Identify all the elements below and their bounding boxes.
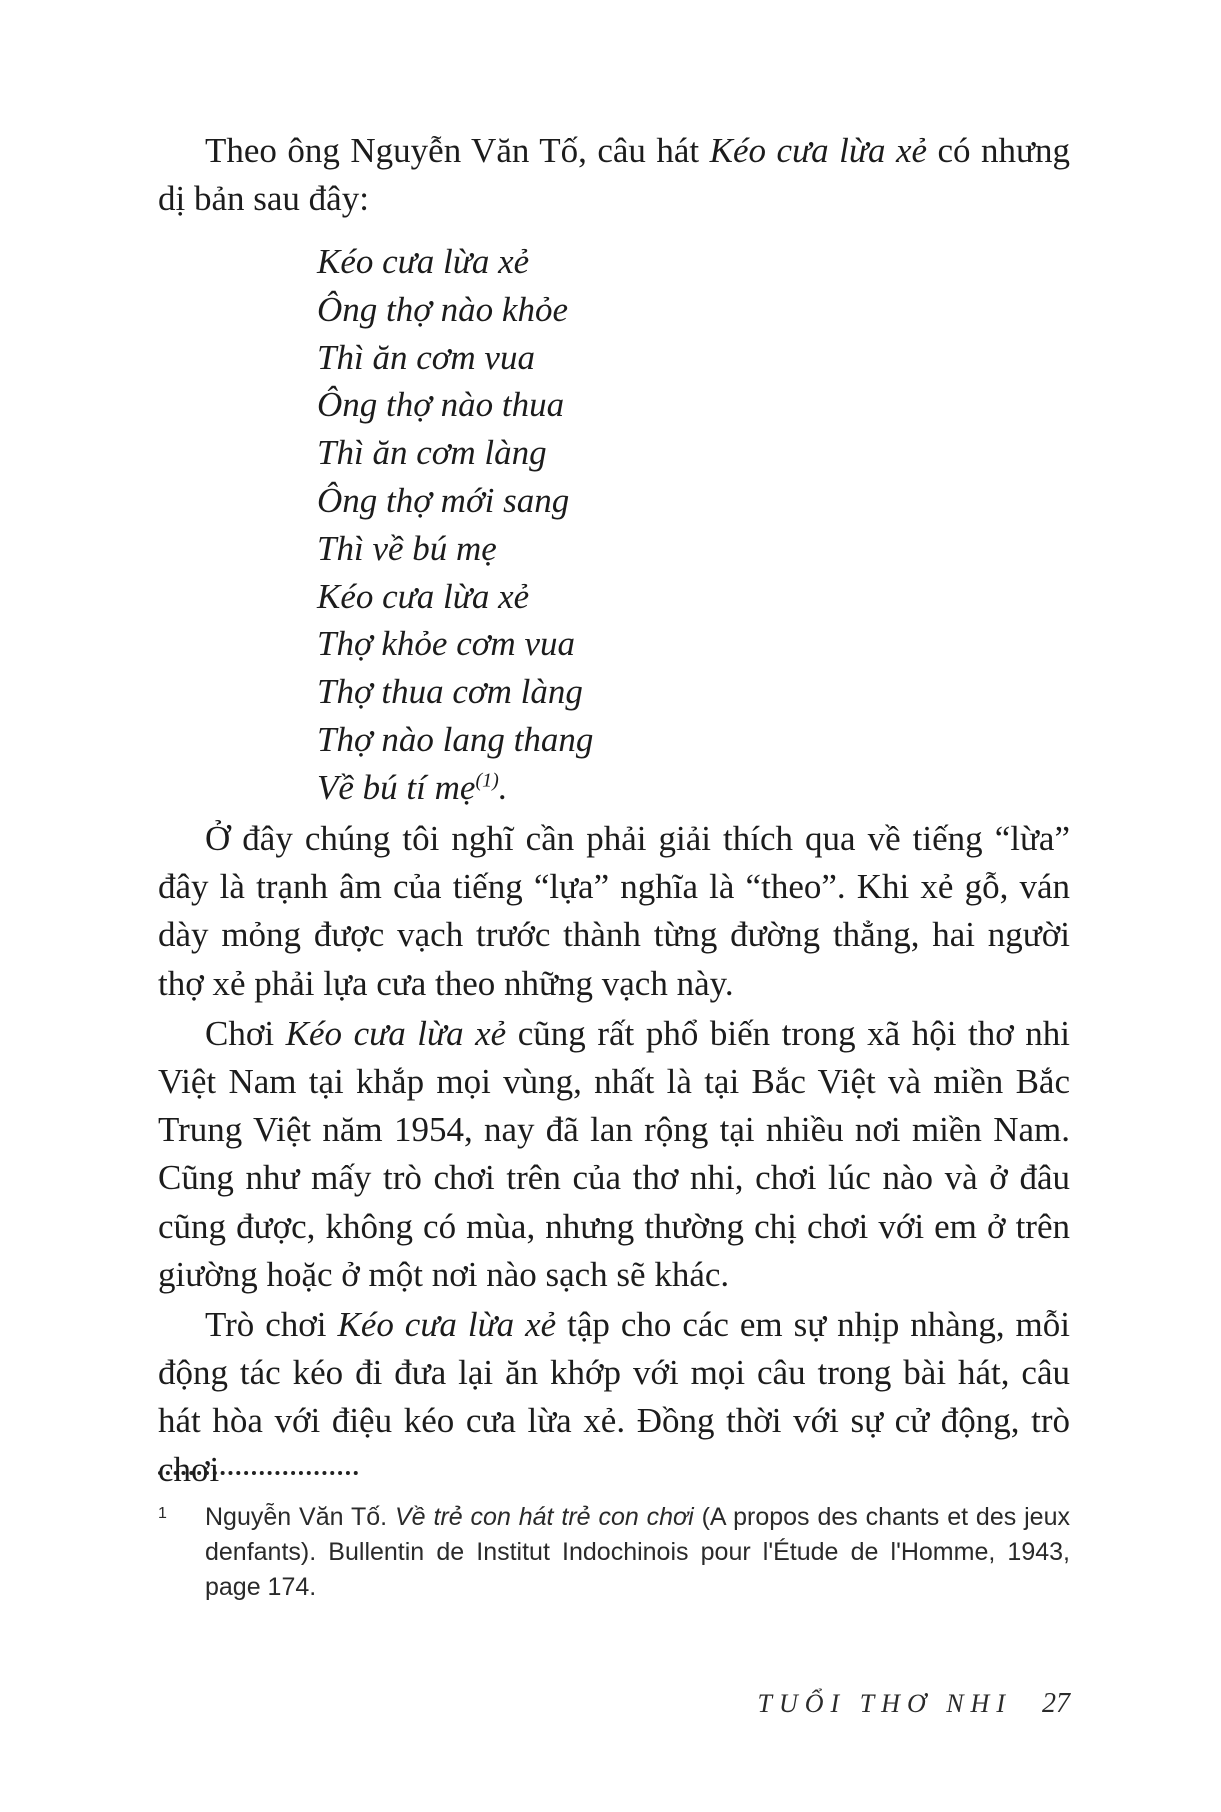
intro-tail: có nhưng dị bản sau đây: [158, 131, 1070, 219]
verse-line: Thợ nào lang thang [317, 719, 594, 759]
body-text [158, 815, 1070, 1494]
verse-line: Thì ăn cơm làng [317, 433, 547, 473]
verse-line: Thợ thua cơm làng [317, 672, 583, 712]
verse-line: Ông thợ nào khỏe [317, 289, 568, 329]
intro-lead: Theo ông Nguyễn Văn Tố, câu hát [205, 131, 710, 170]
paragraph-2-tail: cũng rất phổ biến trong xã hội thơ nhi Việt Nam tại khắp mọi vùng, nhất là tại Bắc Việt và miền Bắc Trung Việt năm 1954, nay đã lan rộng tại nhiều nơi miền Nam. Cũng như mấy trò chơi trên của thơ nhi, chơi lúc nào và ở đâu cũng được, không có mùa, nhưng thường chị chơi với em ở trên giường hoặc ở một nơi nào sạch sẽ khác. [158, 1013, 1071, 1294]
verse-line: Kéo cưa lừa xẻ [317, 242, 530, 281]
verse-line: Ông thợ nào thua [317, 385, 565, 425]
paragraph-1: Ở đây chúng tôi nghĩ cần phải giải thích qua về tiếng “lừa” đây là trạnh âm của tiếng “lựa” nghĩa là “theo”. Khi xẻ gỗ, ván dày mỏng được vạch trước thành từng đường thẳng, hai người thợ xẻ phải lựa cưa theo những vạch này. [158, 819, 1070, 1003]
paragraph-3 [158, 1301, 1070, 1494]
footnote-number: 1 [158, 1505, 167, 1522]
paragraph-2-lead: Chơi [205, 1013, 286, 1053]
running-footer [758, 1688, 1070, 1720]
paragraph-2-song-title: Kéo cưa lừa xẻ [285, 1013, 507, 1053]
verse-line: Ông thợ mới sang [317, 480, 570, 520]
page-number: 27 [1042, 1688, 1070, 1719]
intro-song-title: Kéo cưa lừa xẻ [709, 131, 928, 170]
verse-line: Kéo cưa lừa xẻ [317, 576, 530, 616]
verse-line: Về bú tí mẹ [317, 767, 476, 807]
song-verse [317, 238, 593, 812]
footnote-reference: (1) [475, 769, 499, 792]
verse-end-punct: . [498, 767, 508, 807]
paragraph-3-lead: Trò chơi [205, 1305, 338, 1345]
footnote-work-title: Về trẻ con hát trẻ con chơi [395, 1503, 694, 1531]
footnote-separator [158, 1471, 358, 1475]
paragraph-3-tail: tập cho các em sự nhịp nhàng, mỗi động tác kéo đi đưa lại ăn khớp với mọi câu trong bài hát, câu hát hòa với điệu kéo cưa lừa xẻ. Đồng thời với sự cử động, trò chơi [158, 1305, 1070, 1489]
intro-paragraph [158, 127, 1070, 223]
paragraph-2 [158, 1010, 1070, 1299]
footnote-author: Nguyễn Văn Tố. [205, 1503, 395, 1531]
verse-line-last [317, 764, 593, 812]
verse-line: Thì về bú mẹ [317, 528, 497, 568]
footnote-rest: (A propos des chants et des jeux denfants). Bullentin de Institut Indochinois pour l'Étude de l'Homme, 1943, page 174. [205, 1503, 1070, 1601]
paragraph-3-song-title: Kéo cưa lừa xẻ [337, 1305, 557, 1345]
footnote-text [205, 1500, 1070, 1605]
footnote [158, 1500, 1070, 1605]
running-footer-title: TUỔI THƠ NHI [757, 1689, 1012, 1718]
verse-line: Thì ăn cơm vua [317, 337, 535, 377]
verse-line: Thợ khỏe cơm vua [317, 624, 575, 664]
